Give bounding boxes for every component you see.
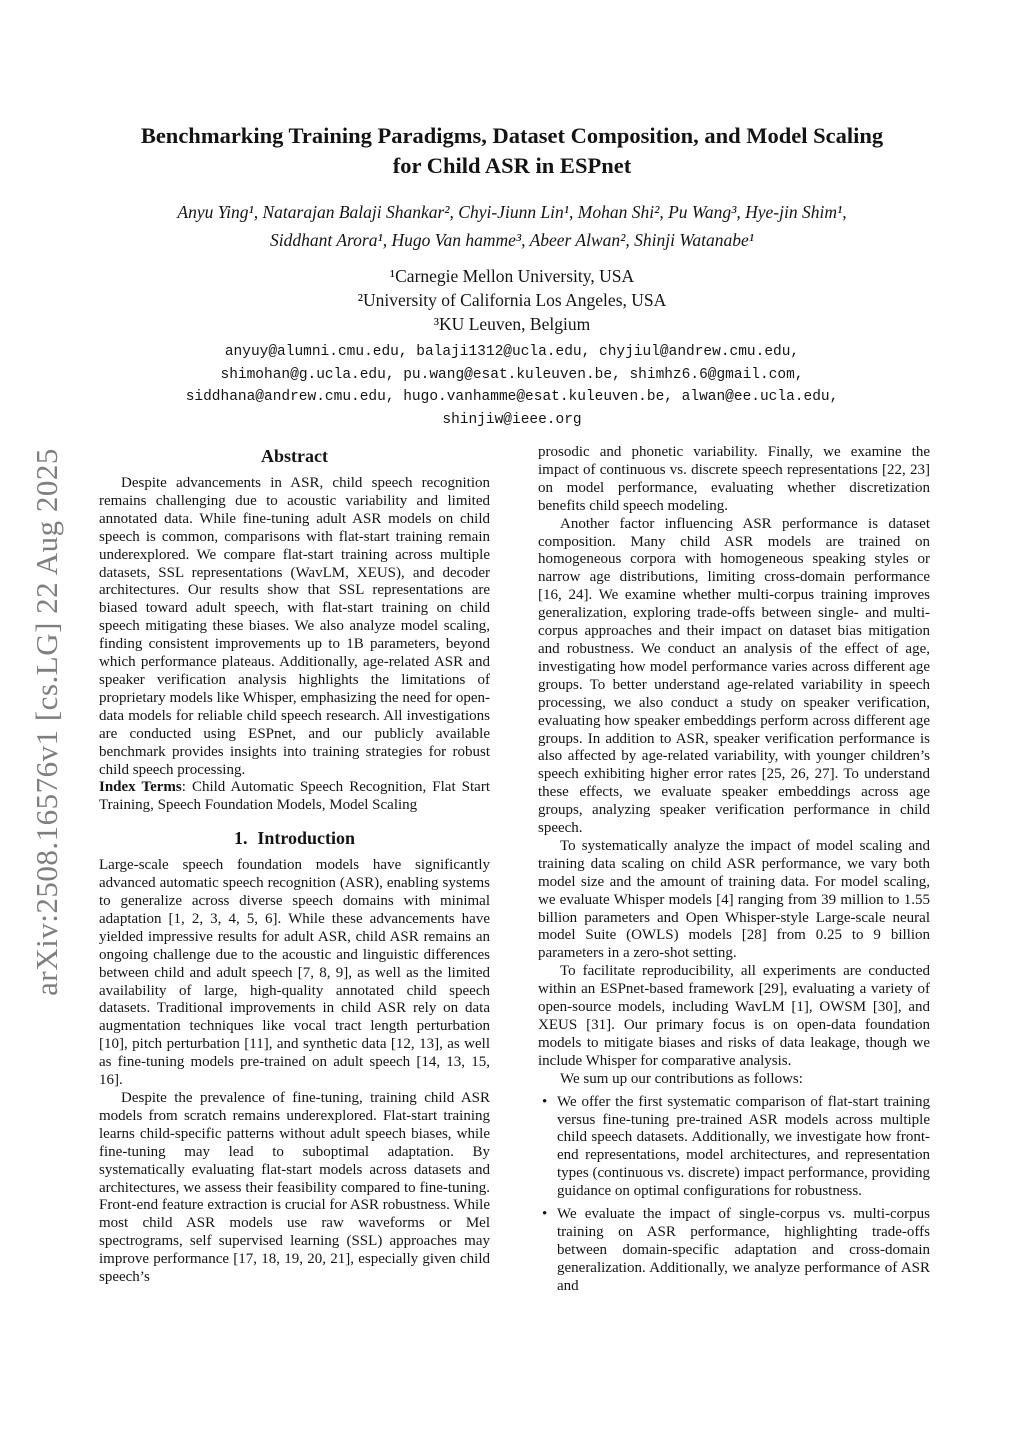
index-terms-text: : Child Automatic Speech Recognition, Flat Start Training, Speech Foundation Models, Model Scaling — [99, 779, 490, 814]
authors-line-1: Anyu Ying¹, Natarajan Balaji Shankar², Chyi-Jiunn Lin¹, Mohan Shi², Pu Wang³, Hye-jin Shim¹, — [177, 202, 847, 222]
introduction-paragraph-2: Despite the prevalence of fine-tuning, training child ASR models from scratch remains underexplored. Flat-start training learns child-specific patterns without adult speech biases, while fine-tuning may lead to suboptimal adaptation. By systematically evaluating flat-start models across datasets and architectures, we assess their feasibility compared to fine-tuning. Front-end feature extraction is crucial for ASR robustness. While most child ASR models use raw waveforms or Mel spectrograms, self supervised learning (SSL) approaches may improve performance [17, 18, 19, 20, 21], especially given child speech’s — [99, 1090, 490, 1286]
introduction-paragraph-4: To systematically analyze the impact of model scaling and training data scaling on child ASR performance, we vary both model size and the amount of training data. For model scaling, we evaluate Whisper models [4] ranging from 39 million to 1.55 billion parameters and Open Whisper-style Large-scale neural model Suite (OWLS) models [28] from 0.25 to 9 billion parameters in a zero-shot setting. — [538, 837, 930, 962]
author-list — [0, 198, 1024, 254]
introduction-paragraph-1: Large-scale speech foundation models have significantly advanced automatic speech recognition (ASR), enabling systems to generalize across diverse speech domains with minimal adaptation [1, 2, 3, 4, 5, 6]. While these advancements have yielded impressive results for adult ASR, child ASR remains an ongoing challenge due to the acoustic and linguistic differences between child and adult speech [7, 8, 9], as well as the limited availability of large, high-quality annotated child speech datasets. Traditional improvements in child ASR rely on data augmentation techniques like vocal tract length perturbation [10], pitch perturbation [11], and synthetic data [12, 13], as well as fine-tuning models pre-trained on adult speech [14, 13, 15, 16]. — [99, 857, 490, 1089]
contributions-list — [538, 1094, 930, 1296]
email-line-4: shinjiw@ieee.org — [442, 411, 582, 428]
index-terms-label: Index Terms — [99, 779, 182, 796]
arxiv-watermark: arXiv:2508.16576v1 [cs.LG] 22 Aug 2025 — [29, 448, 64, 996]
affiliation-2: ²University of California Los Angeles, USA — [357, 290, 667, 310]
introduction-paragraph-3: Another factor influencing ASR performance is dataset composition. Many child ASR models are trained on homogeneous corpora with homogeneous speaking styles or narrow age distributions, limiting cross-domain performance [16, 24]. We examine whether multi-corpus training improves generalization, exploring trade-offs between single- and multi-corpus approaches and their impact on dataset bias mitigation and robustness. We conduct an analysis of the effect of age, investigating how model performance varies across different age groups. To better understand age-related variability in speech processing, we also conduct a study on speaker verification, evaluating how speaker embeddings perform across different age groups. In addition to ASR, speaker verification performance is also affected by age-related variability, with younger children’s speech exhibiting higher error rates [25, 26, 27]. To understand these effects, we evaluate speaker embeddings across age groups, analyzing speaker verification performance in child speech. — [538, 515, 930, 837]
affiliation-list — [0, 264, 1024, 336]
contributions-lead-in: We sum up our contributions as follows: — [560, 1070, 803, 1087]
introduction-section-title: Introduction — [257, 828, 356, 849]
contribution-item-2-text: We evaluate the impact of single-corpus vs. multi-corpus training on ASR performance, highlighting trade-offs between domain-specific adaptation and cross-domain generalization. Additionally, we analyze performance of ASR and — [557, 1206, 930, 1294]
introduction-paragraph-5: To facilitate reproducibility, all experiments are conducted within an ESPnet-based framework [29], evaluating a variety of open-source models, including WavLM [1], OWSM [30], and XEUS [31]. Our primary focus is on open-data foundation models to mitigate biases and risks of data leakage, though we include Whisper for comparative analysis. — [538, 963, 930, 1069]
contribution-item-2 — [538, 1206, 930, 1296]
index-terms — [99, 779, 490, 815]
title-block — [0, 121, 1024, 431]
email-line-1: anyuy@alumni.cmu.edu, balaji1312@ucla.edu, chyjiul@andrew.cmu.edu, — [224, 344, 800, 360]
email-line-3: siddhana@andrew.cmu.edu, hugo.vanhamme@esat.kuleuven.be, alwan@ee.ucla.edu, — [185, 389, 839, 405]
email-line-2: shimohan@g.ucla.edu, pu.wang@esat.kuleuven.be, shimhz6.6@gmail.com, — [220, 366, 804, 383]
left-column — [99, 444, 490, 1287]
contribution-item-1 — [538, 1094, 930, 1201]
affiliation-3: ³KU Leuven, Belgium — [433, 314, 591, 334]
abstract-heading: Abstract — [261, 446, 328, 466]
paper-title — [0, 121, 1024, 181]
paper-title-line-1: Benchmarking Training Paradigms, Dataset Composition, and Model Scaling — [140, 123, 884, 148]
abstract-text: Despite advancements in ASR, child speech recognition remains challenging due to acoustic variability and limited annotated data. While fine-tuning adult ASR models on child speech is common, comparisons with flat-start training remain underexplored. We compare flat-start training across multiple datasets, SSL representations (WavLM, XEUS), and decoder architectures. Our results show that SSL representations are biased toward adult speech, with flat-start training on child speech mitigating these biases. We also analyze model scaling, finding consistent improvements up to 1B parameters, beyond which performance plateaus. Additionally, age-related ASR and speaker verification analysis highlights the limitations of proprietary models like Whisper, emphasizing the need for open-data models for reliable child speech research. All investigations are conducted using ESPnet, and our publicly available benchmark provides insights into training strategies for robust child speech processing. — [99, 475, 490, 778]
right-column — [538, 444, 930, 1301]
affiliation-1: ¹Carnegie Mellon University, USA — [389, 266, 635, 286]
introduction-paragraph-2-continuation: prosodic and phonetic variability. Finally, we examine the impact of continuous vs. discrete speech representations [22, 23] on model performance, evaluating whether discretization benefits child speech modeling. — [538, 444, 930, 514]
contribution-item-1-text: We offer the first systematic comparison of flat-start training versus fine-tuning pre-trained ASR models across multiple child speech datasets. Additionally, we investigate how front-end representations, model architectures, and representation types (continuous vs. discrete) impact performance, providing guidance on optimal configurations for robustness. — [557, 1093, 930, 1200]
introduction-section-number: 1. — [233, 828, 248, 849]
authors-line-2: Siddhant Arora¹, Hugo Van hamme³, Abeer Alwan², Shinji Watanabe¹ — [270, 230, 754, 250]
paper-title-line-2: for Child ASR in ESPnet — [392, 153, 632, 178]
email-list — [0, 341, 1024, 431]
introduction-heading — [99, 828, 490, 848]
